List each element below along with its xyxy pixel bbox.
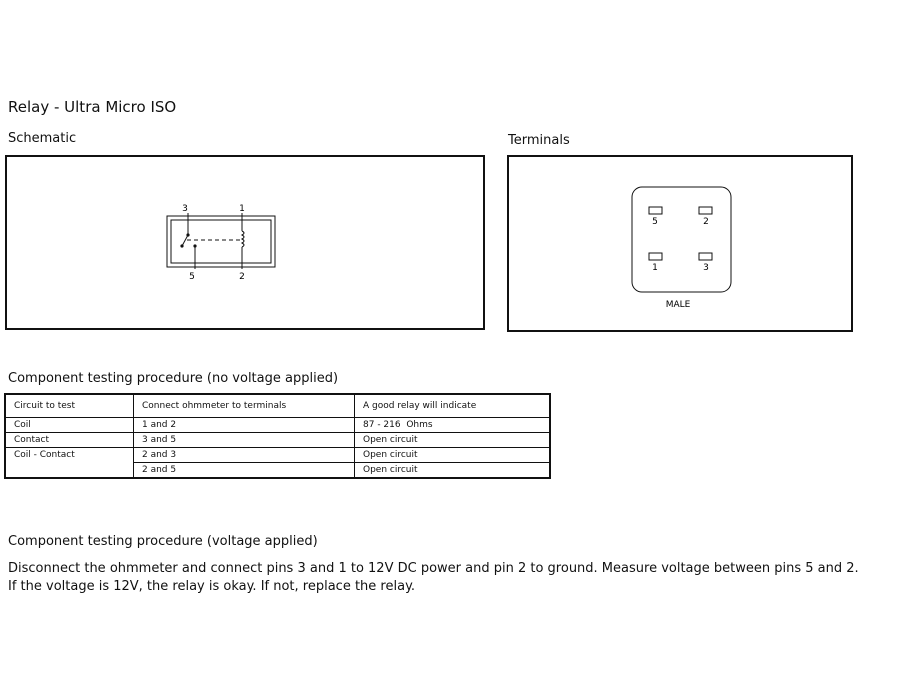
- no-voltage-table: [5, 394, 550, 478]
- coil-winding: [242, 231, 244, 247]
- result-cell: Open circuit: [355, 448, 550, 463]
- switch-pivot-dot: [180, 244, 183, 247]
- no-voltage-heading: Component testing procedure (no voltage applied): [8, 371, 339, 386]
- schematic-panel: [5, 155, 485, 330]
- terminals-cell: 2 and 3: [134, 448, 355, 463]
- relay-terminals-diagram: [509, 157, 851, 330]
- terminal-1-slot: [649, 253, 662, 260]
- terminals-cell: 2 and 5: [134, 463, 355, 478]
- column-header: Connect ohmmeter to terminals: [134, 395, 355, 418]
- page-title: Relay - Ultra Micro ISO: [8, 98, 177, 116]
- result-cell: 87 - 216 Ohms: [355, 418, 550, 433]
- schematic-pin5-label: 5: [189, 272, 195, 282]
- schematic-heading: Schematic: [8, 131, 77, 146]
- table-row: [6, 433, 550, 448]
- voltage-procedure-text: Disconnect the ohmmeter and connect pins 3 and 1 to 12V DC power and pin 2 to ground. Measure voltage between pins 5 and 2. If the voltage is 12V, the relay is okay. If not, replace the relay.: [8, 561, 859, 594]
- terminal-2-slot: [699, 207, 712, 214]
- relay-schematic-diagram: [7, 157, 483, 328]
- terminals-cell: 3 and 5: [134, 433, 355, 448]
- schematic-pin3-label: 3: [182, 204, 188, 214]
- terminal-5-label: 5: [652, 217, 658, 227]
- table-header-row: [6, 395, 550, 418]
- schematic-pin1-label: 1: [239, 204, 245, 214]
- circuit-cell: Coil - Contact: [6, 448, 134, 463]
- table-row: [6, 463, 550, 478]
- relay-body-inner: [171, 220, 271, 263]
- column-header: A good relay will indicate: [355, 395, 550, 418]
- terminals-heading: Terminals: [508, 133, 570, 148]
- connector-gender-label: MALE: [665, 300, 691, 310]
- result-cell: Open circuit: [355, 463, 550, 478]
- relay-body-outer: [167, 216, 275, 267]
- column-header: Circuit to test: [6, 395, 134, 418]
- table-row: [6, 418, 550, 433]
- terminal-1-label: 1: [652, 263, 658, 273]
- terminal-5-slot: [649, 207, 662, 214]
- terminals-cell: 1 and 2: [134, 418, 355, 433]
- terminal-2-label: 2: [703, 217, 709, 227]
- terminal-3-slot: [699, 253, 712, 260]
- result-cell: Open circuit: [355, 433, 550, 448]
- terminal-3-label: 3: [703, 263, 709, 273]
- voltage-heading: Component testing procedure (voltage applied): [8, 534, 318, 549]
- terminals-panel: [507, 155, 853, 332]
- circuit-cell: Contact: [6, 433, 134, 448]
- schematic-pin2-label: 2: [239, 272, 245, 282]
- connector-outline: [632, 187, 731, 292]
- circuit-cell: Coil: [6, 418, 134, 433]
- circuit-cell: [6, 463, 134, 478]
- table-row: [6, 448, 550, 463]
